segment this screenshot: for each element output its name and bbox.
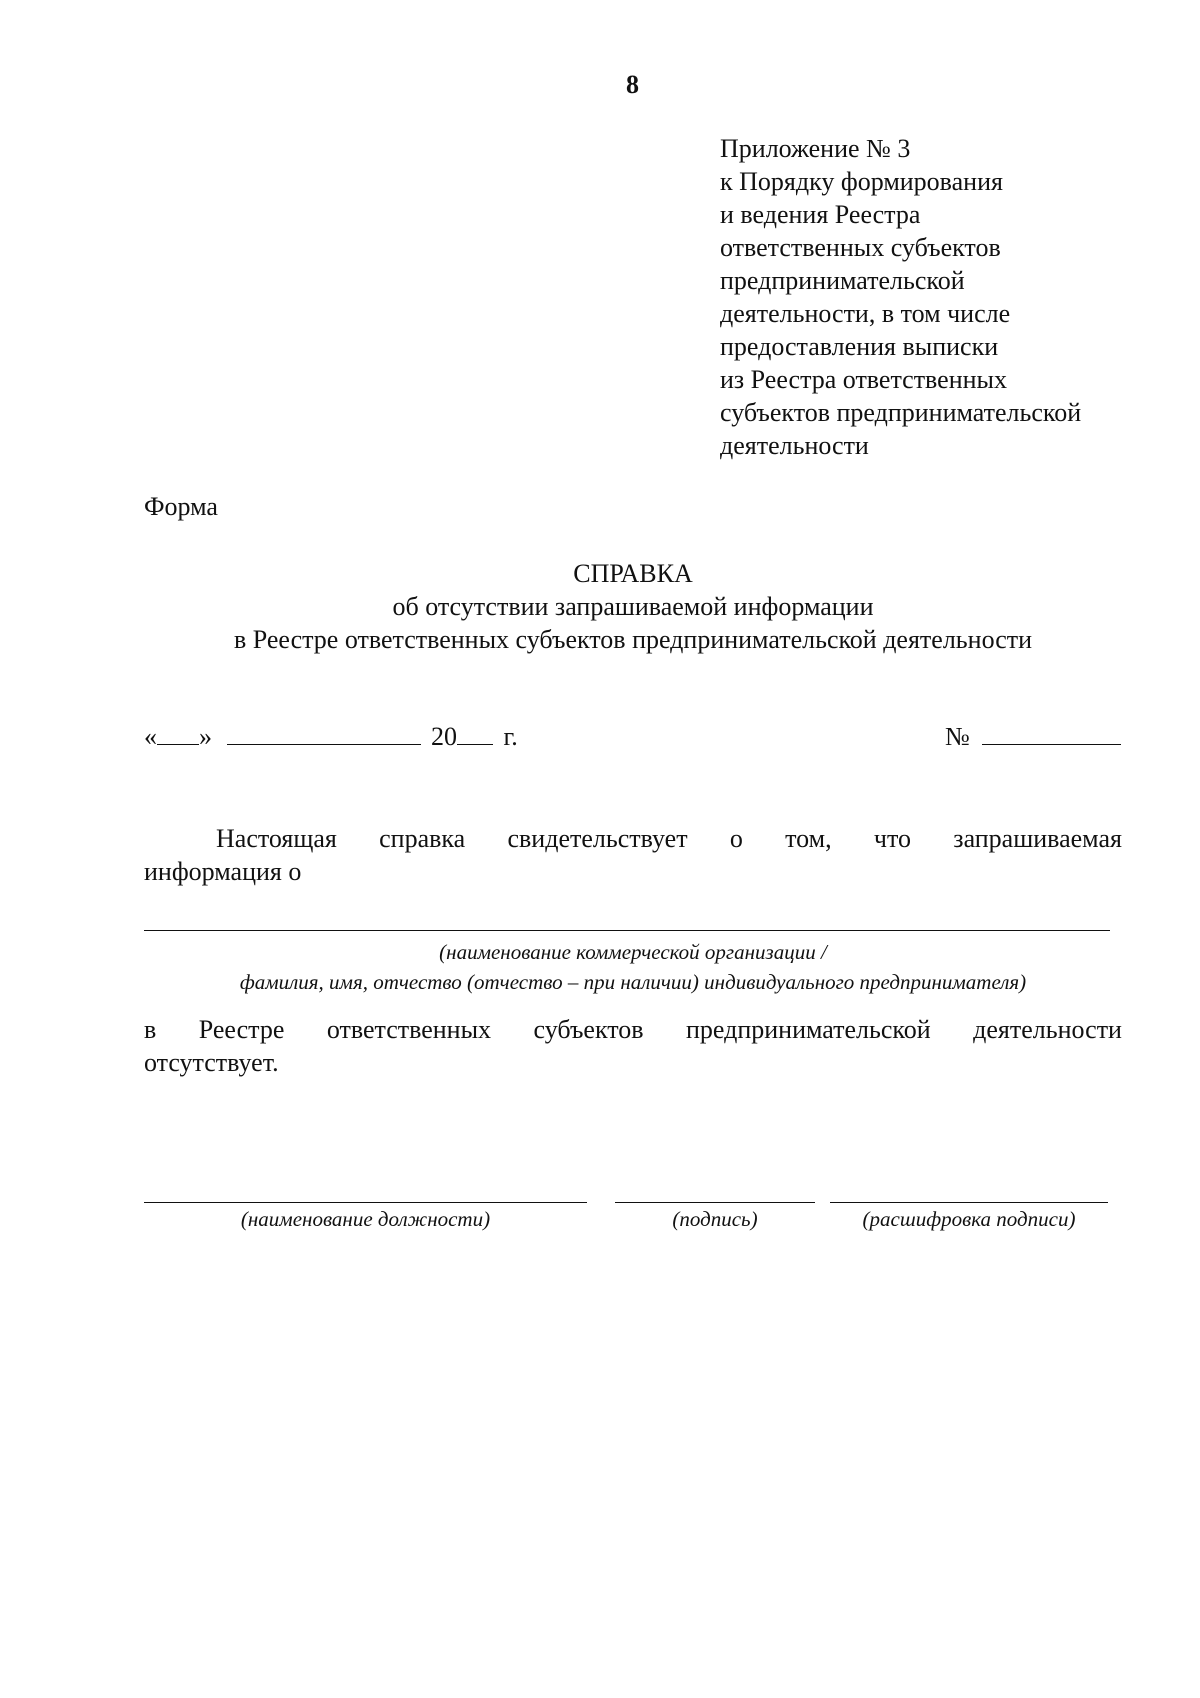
conclusion-word: предпринимательской <box>686 1015 931 1044</box>
appendix-line: предоставления выписки <box>720 332 999 361</box>
appendix-line: ответственных субъектов <box>720 233 1001 262</box>
appendix-line: субъектов предпринимательской <box>720 398 1082 427</box>
statement-line <box>144 822 1122 855</box>
caption-line: фамилия, имя, отчество (отчество – при наличии) индивидуального предпринимателя) <box>239 970 1027 994</box>
title-subline: в Реестре ответственных субъектов предпринимательской деятельности <box>233 625 1033 654</box>
position-blank[interactable] <box>144 1202 587 1203</box>
appendix-line: к Порядку формирования <box>720 167 1003 196</box>
appendix-line: предпринимательской <box>720 266 965 295</box>
conclusion-line <box>144 1013 1122 1046</box>
title-heading: СПРАВКА <box>573 559 693 588</box>
appendix-reference <box>720 132 1081 462</box>
appendix-line: деятельности, в том числе <box>720 299 1011 328</box>
date-line <box>144 722 518 752</box>
statement-paragraph <box>144 822 1122 888</box>
title-subline: об отсутствии запрашиваемой информации <box>392 592 874 621</box>
document-title <box>144 557 1122 656</box>
number-sign: № <box>945 722 970 751</box>
statement-word: свидетельствует <box>507 824 688 853</box>
appendix-line: Приложение № 3 <box>720 134 911 163</box>
appendix-line: деятельности <box>720 431 869 460</box>
statement-word: о <box>729 824 743 853</box>
conclusion-word: деятельности <box>973 1015 1122 1044</box>
day-blank[interactable] <box>157 722 199 745</box>
statement-word: том, <box>785 824 832 853</box>
signature-caption: (подпись) <box>672 1207 758 1231</box>
conclusion-paragraph <box>144 1013 1122 1079</box>
caption-line: (наименование коммерческой организации / <box>439 940 827 964</box>
position-caption: (наименование должности) <box>240 1207 491 1231</box>
year-suffix: г. <box>503 722 518 751</box>
close-quote: » <box>199 722 212 751</box>
appendix-line: и ведения Реестра <box>720 200 921 229</box>
open-quote: « <box>144 722 157 751</box>
signature-decoding-caption: (расшифровка подписи) <box>862 1207 1076 1231</box>
statement-word: справка <box>379 824 466 853</box>
page-number: 8 <box>626 70 639 99</box>
year-prefix: 20 <box>431 722 457 751</box>
signature-blank[interactable] <box>615 1202 815 1203</box>
statement-line: информация о <box>144 857 302 886</box>
form-label: Форма <box>144 492 218 521</box>
conclusion-word: ответственных <box>326 1015 492 1044</box>
signature-decoding-blank[interactable] <box>830 1202 1108 1203</box>
statement-word: Настоящая <box>216 824 337 853</box>
number-line <box>945 722 1122 752</box>
conclusion-word: субъектов <box>533 1015 644 1044</box>
month-blank[interactable] <box>227 722 421 745</box>
statement-word: что <box>873 824 912 853</box>
conclusion-word: в <box>144 1015 157 1044</box>
appendix-line: из Реестра ответственных <box>720 365 1008 394</box>
conclusion-word: Реестре <box>198 1015 285 1044</box>
organization-name-blank[interactable] <box>144 930 1110 931</box>
conclusion-line: отсутствует. <box>144 1048 279 1077</box>
statement-word: запрашиваемая <box>953 824 1122 853</box>
organization-caption <box>144 937 1122 997</box>
number-blank[interactable] <box>982 722 1121 745</box>
year-blank[interactable] <box>457 722 493 745</box>
